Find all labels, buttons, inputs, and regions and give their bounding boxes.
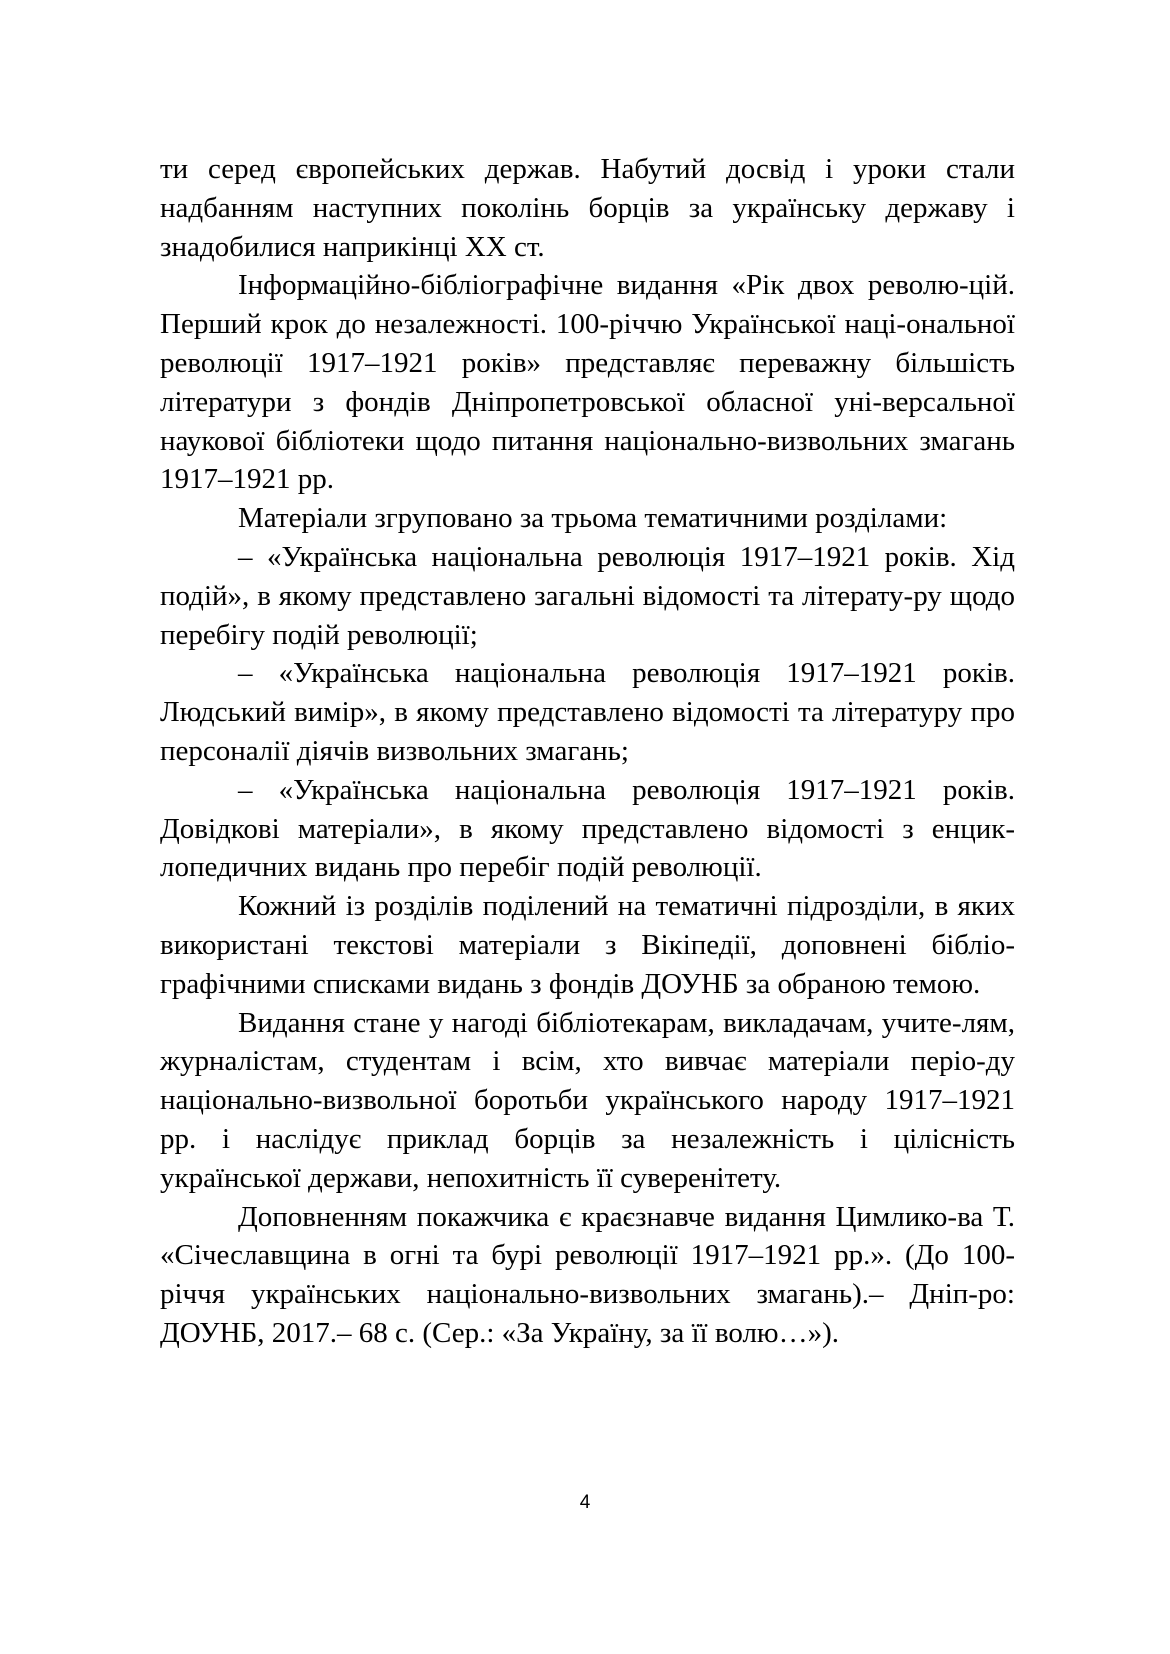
paragraph-section-3: – «Українська національна революція 1917–1921 років. Довідкові матеріали», в якому представлено відомості з енцик-лопедичних видань про перебіг подій революції. (160, 773, 1015, 884)
paragraph-sections-intro: Матеріали згруповано за трьома тематичними розділами: (238, 502, 948, 535)
paragraph-edition-description: Інформаційно-бібліографічне видання «Рік двох револю-цій. Перший крок до незалежності. 100-річчю Української наці-ональної революції 1917–1921 років» представляє переважну більшість літератури з фондів Дніпропетровської обласної уні-версальної наукової бібліотеки щодо питання національно-визвольних змагань 1917–1921 рр. (160, 269, 1015, 496)
paragraph-section-1: – «Українська національна революція 1917–1921 років. Хід подій», в якому представлено загальні відомості та літерату-ру щодо перебігу подій революції; (160, 540, 1015, 651)
paragraph-subsections: Кожний із розділів поділений на тематичні підрозділи, в яких використані текстові матеріали з Вікіпедії, доповнені бібліо-графічними списками видань з фондів ДОУНБ за обраною темою. (160, 890, 1015, 1000)
paragraph-supplement: Доповненням покажчика є краєзнавче видання Цимлико-ва Т. «Січеславщина в огні та бурі революції 1917–1921 рр.». (До 100-річчя українських національно-визвольних змагань).– Дніп-ро: ДОУНБ, 2017.– 68 с. (Сер.: «За Україну, за її волю…»). (160, 1200, 1015, 1349)
paragraph-audience: Видання стане у нагоді бібліотекарам, викладачам, учите-лям, журналістам, студентам і всім, хто вивчає матеріали періо-ду національно-визвольної боротьби українського народу 1917–1921 рр. і наслідує приклад борців за незалежність і цілісність української держави, непохитність її суверенітету. (160, 1006, 1015, 1194)
body-text (160, 150, 1015, 1353)
page-number: 4 (579, 1492, 591, 1513)
paragraph-continuation: ти серед європейських держав. Набутий досвід і уроки стали надбанням наступних поколінь борців за українську державу і знадобилися наприкінці XX ст. (160, 153, 1015, 263)
paragraph-section-2: – «Українська національна революція 1917–1921 років. Людський вимір», в якому представлено відомості та літературу про персоналії діячів визвольних змагань; (160, 657, 1015, 767)
